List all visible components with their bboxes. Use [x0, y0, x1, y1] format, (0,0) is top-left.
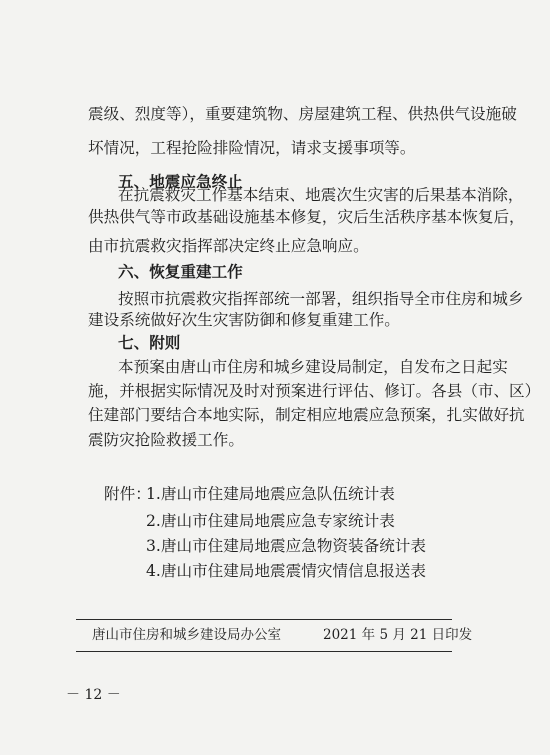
footer-rule-top: [76, 619, 452, 620]
attachments-label: 附件：: [104, 485, 151, 503]
attachment-item: 2.唐山市住建局地震应急专家统计表: [146, 512, 395, 530]
section-heading-5: 五、地震应急终止: [118, 173, 243, 191]
body-line: 按照市抗震救灾指挥部统一部署，组织指导全市住房和城乡: [118, 290, 524, 308]
body-line: 由市抗震救灾指挥部决定终止应急响应。: [88, 237, 369, 255]
attachment-item: 3.唐山市住建局地震应急物资装备统计表: [146, 537, 426, 555]
page-number: － 12 －: [66, 687, 121, 703]
body-line: 供热供气等市政基础设施基本修复，灾后生活秩序基本恢复后，: [88, 208, 525, 226]
attachment-item: 1.唐山市住建局地震应急队伍统计表: [146, 485, 395, 503]
section-heading-6: 六、恢复重建工作: [118, 263, 243, 281]
issue-date: 2021 年 5 月 21 日印发: [323, 627, 473, 643]
body-line: 震级、烈度等），重要建筑物、房屋建筑工程、供热供气设施破: [88, 105, 517, 123]
body-line: 建设系统做好次生灾害防御和修复重建工作。: [88, 311, 400, 329]
issuer-name: 唐山市住房和城乡建设局办公室: [92, 627, 281, 643]
body-line: 住建部门要结合本地实际，制定相应地震应急预案，扎实做好抗: [88, 406, 525, 424]
body-line: 本预案由唐山市住房和城乡建设局制定，自发布之日起实: [118, 358, 508, 376]
body-line: 坏情况，工程抢险排险情况，请求支援事项等。: [88, 139, 416, 157]
body-line: 在抗震救灾工作基本结束、地震次生灾害的后果基本消除，: [118, 186, 524, 204]
section-heading-7: 七、附则: [118, 334, 181, 352]
attachment-item: 4.唐山市住建局地震震情灾情信息报送表: [146, 562, 426, 580]
footer-rule-bottom: [76, 651, 452, 652]
body-line: 施，并根据实际情况及时对预案进行评估、修订。各县（市、区）: [88, 382, 541, 400]
body-line: 震防灾抢险救援工作。: [88, 431, 244, 449]
